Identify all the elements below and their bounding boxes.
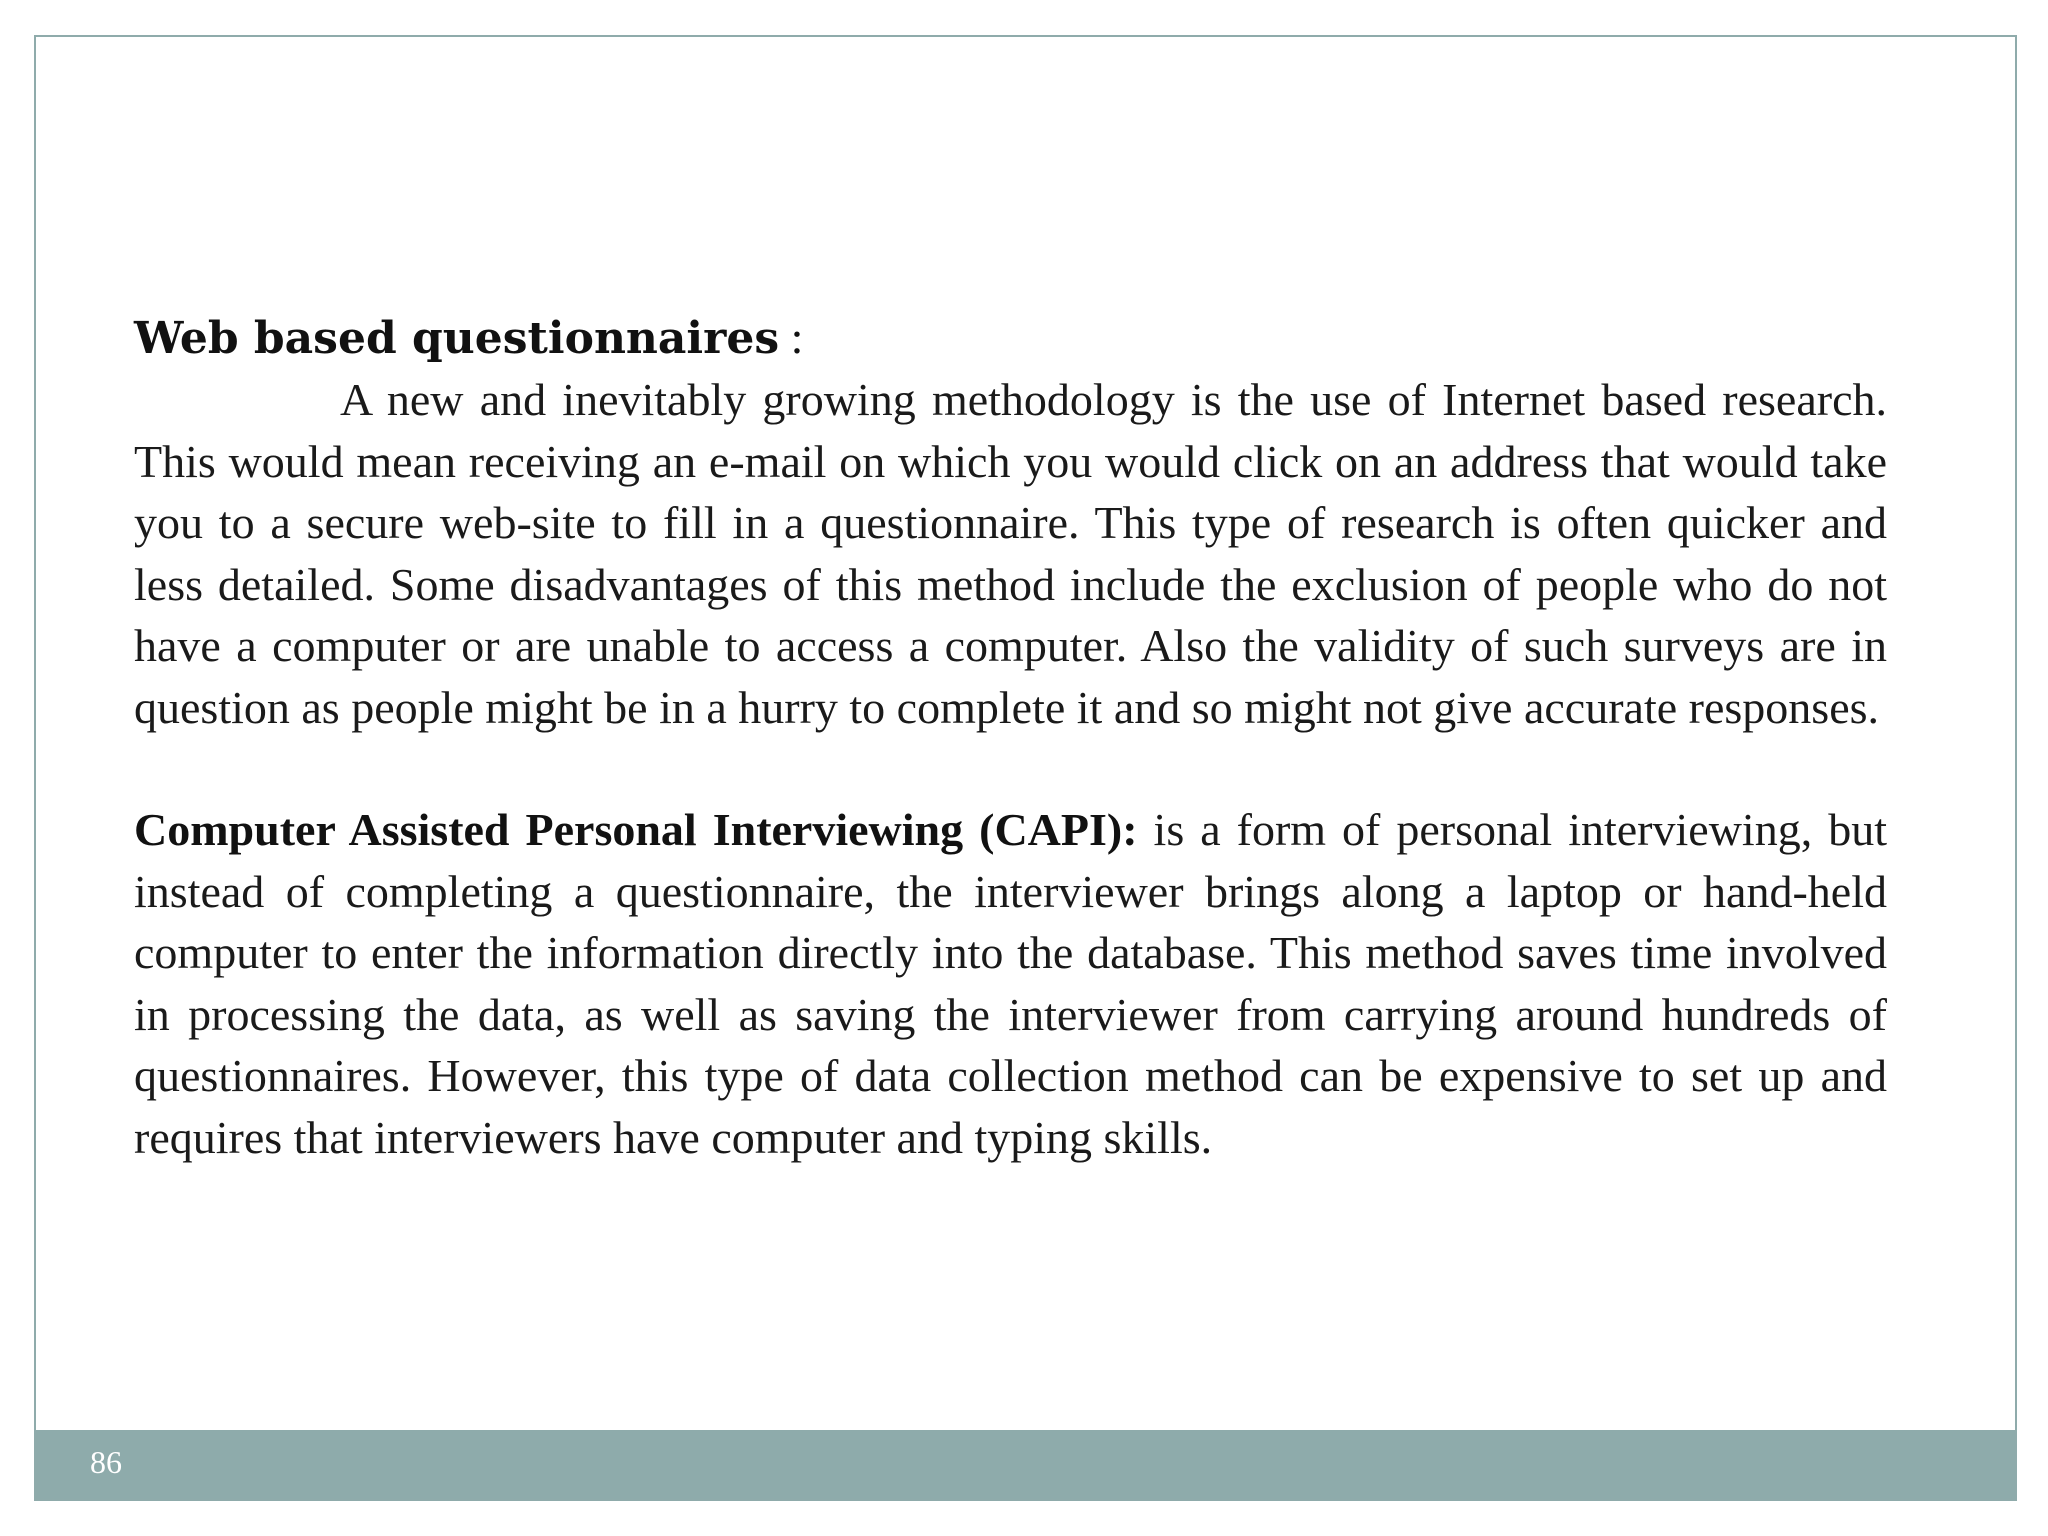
paragraph-web-questionnaires: A new and inevitably growing methodology is the use of Internet based research. This would mean receiving an e-mail on which you would click on an address that would take you to a secure web-site to fill in a questionnaire. This type of research is often quicker and less detailed. Some disadvantages of this method include the exclusion of people who do not have a computer or are unable to access a computer. Also the validity of such surveys are in question as people might be in a hurry to complete it and so might not give accurate responses. xyxy=(134,374,1887,733)
paragraph-spacer xyxy=(134,738,1887,799)
term-capi: Computer Assisted Personal Interviewing (CAPI): xyxy=(134,804,1138,855)
footer-band xyxy=(36,1430,2015,1499)
heading-colon: : xyxy=(779,312,804,363)
paragraph-capi-body: is a form of personal interviewing, but instead of completing a questionnaire, the interviewer brings along a laptop or hand-held computer to enter the information directly into the database. This method saves time involved in processing the data, as well as saving the interviewer from carrying around hundreds of questionnaires. However, this type of data collection method can be expensive to set up and requires that interviewers have computer and typing skills. xyxy=(134,804,1887,1163)
slide-content xyxy=(134,307,1887,1168)
paragraph-capi xyxy=(134,799,1887,1168)
section-heading-web-questionnaires xyxy=(134,307,1887,369)
heading-text: Web based questionnaires xyxy=(134,313,780,364)
slide-frame xyxy=(34,35,2017,1501)
page-number: 86 xyxy=(90,1444,122,1480)
